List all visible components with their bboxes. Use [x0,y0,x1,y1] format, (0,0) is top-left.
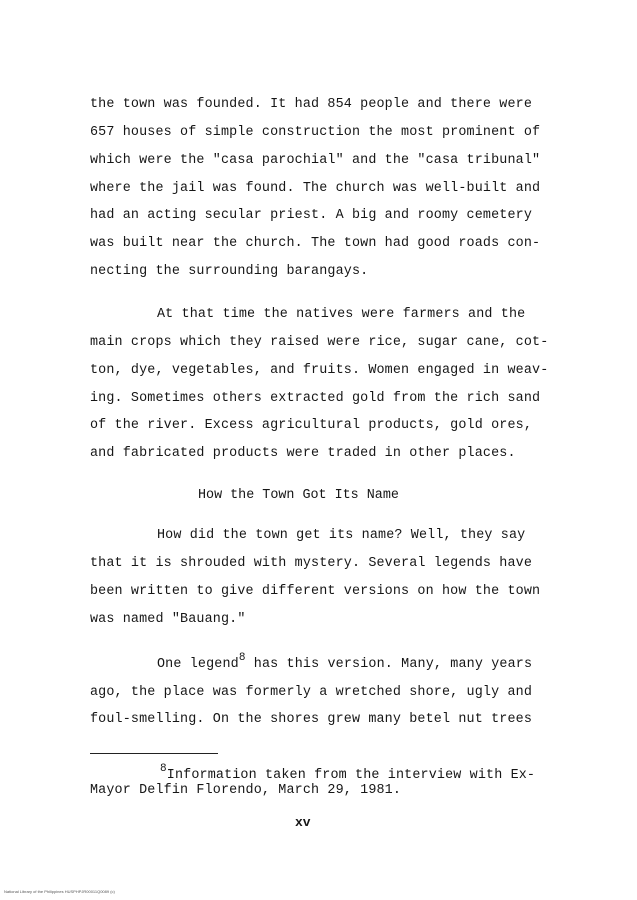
text-line: and fabricated products were traded in other places. [90,446,516,461]
text-run: has this version. Many, many years [245,657,533,672]
text-line: of the river. Excess agricultural products, gold ores, [90,418,533,433]
text-line: How did the town get its name? Well, they say [157,528,526,543]
footnote-line: Mayor Delfin Florendo, March 29, 1981. [90,783,402,798]
text-line: had an acting secular priest. A big and roomy cemetery [90,208,533,223]
section-heading: How the Town Got Its Name [198,488,399,503]
text-line: the town was founded. It had 854 people and there were [90,97,533,112]
text-line-with-footnote-ref [157,652,533,674]
text-line: was named "Bauang." [90,612,246,627]
text-line: ton, dye, vegetables, and fruits. Women engaged in weav- [90,363,549,378]
text-run: One legend [157,657,239,672]
text-line: was built near the church. The town had good roads con- [90,236,541,251]
text-line: ago, the place was formerly a wretched shore, ugly and [90,685,533,700]
footnote-reference: 8 [238,652,246,664]
text-line: 657 houses of simple construction the most prominent of [90,125,541,140]
text-line: At that time the natives were farmers and the [157,307,526,322]
footnote-separator [90,753,218,754]
text-line: that it is shrouded with mystery. Several legends have [90,556,533,571]
text-line: main crops which they raised were rice, sugar cane, cot- [90,335,549,350]
text-line: ing. Sometimes others extracted gold from the rich sand [90,391,541,406]
footnote-number: 8 [160,763,167,775]
text-line: which were the "casa parochial" and the "casa tribunal" [90,153,541,168]
text-line: necting the surrounding barangays. [90,264,369,279]
page-number: xv [295,815,311,830]
footnote-text: Information taken from the interview with Ex- [166,768,536,783]
scan-stamp: National Library of the Philippines HUSPHPJR00011Q0089 (c) [4,889,115,894]
text-line: been written to give different versions on how the town [90,584,541,599]
text-line: foul-smelling. On the shores grew many betel nut trees [90,712,533,727]
text-line: where the jail was found. The church was well-built and [90,181,541,196]
